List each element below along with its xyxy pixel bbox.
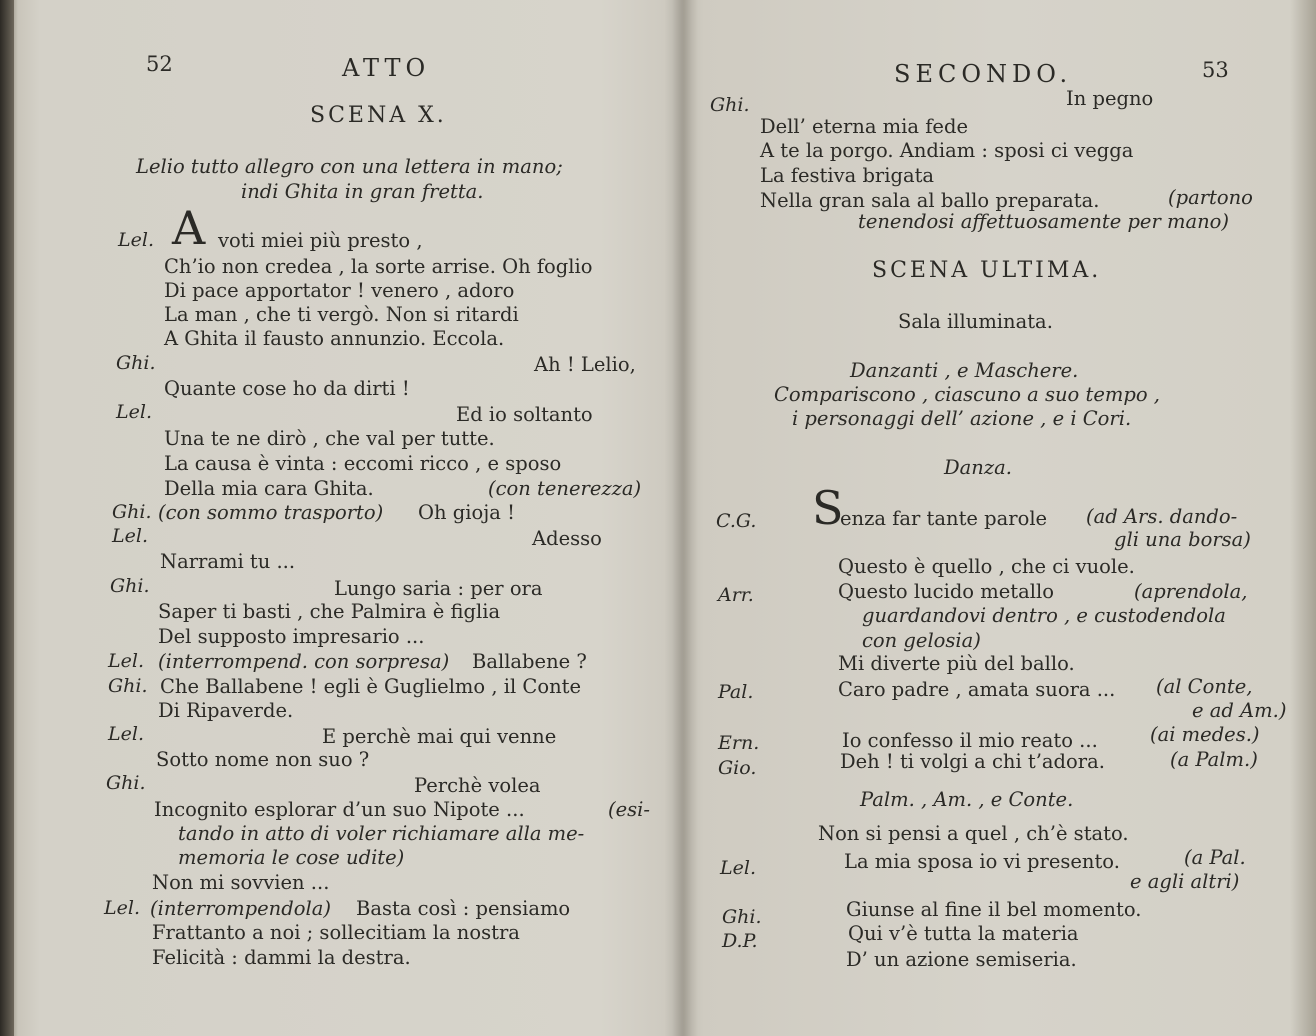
right-page-number: 53 <box>1202 58 1229 82</box>
stage-direction: (aprendola, <box>1134 580 1248 603</box>
right-stage-direction-3: i personaggi dell’ azione , e i Cori. <box>792 407 1132 430</box>
stage-direction: (al Conte, <box>1156 675 1253 698</box>
dialogue-line: Questo è quello , che ci vuole. <box>838 555 1135 578</box>
speaker-label: Lel. <box>108 723 144 745</box>
book-spine <box>0 0 14 1036</box>
dialogue-line: D’ un azione semiseria. <box>846 948 1077 971</box>
speaker-label: Gio. <box>718 757 757 779</box>
dialogue-line: Giunse al fine il bel momento. <box>846 898 1142 921</box>
speaker-label: Lel. <box>720 857 756 879</box>
stage-direction: gli una borsa) <box>1114 528 1251 551</box>
dialogue-line: A te la porgo. Andiam : sposi ci vegga <box>760 139 1134 162</box>
stage-direction: guardandovi dentro , e custodendola <box>862 604 1226 627</box>
stage-direction: con gelosia) <box>862 629 981 652</box>
dialogue-line: Della mia cara Ghita. <box>164 477 374 500</box>
stage-direction: (a Palm.) <box>1170 748 1258 771</box>
dialogue-line: La mia sposa io vi presento. <box>844 850 1120 873</box>
stage-direction: tenendosi affettuosamente per mano) <box>858 210 1230 233</box>
stage-direction: (partono <box>1168 186 1253 209</box>
scene-setting: Sala illuminata. <box>898 310 1053 333</box>
dialogue-line: Narrami tu ... <box>160 550 296 573</box>
stage-direction: (con sommo trasporto) <box>158 501 384 524</box>
right-stage-direction-2: Compariscono , ciascuno a suo tempo , <box>774 383 1160 406</box>
dialogue-line: Deh ! ti volgi a chi t’adora. <box>840 750 1105 773</box>
dialogue-line: In pegno <box>1066 87 1154 110</box>
speaker-label: Lel. <box>104 897 140 919</box>
right-scene-title: SCENA ULTIMA. <box>872 258 1102 283</box>
dialogue-line: Perchè volea <box>414 774 541 797</box>
speaker-label: C.G. <box>716 510 757 532</box>
speaker-label: Ghi. <box>108 675 148 697</box>
dialogue-line: Del supposto impresario ... <box>158 625 425 648</box>
left-page-number: 52 <box>146 52 173 76</box>
dialogue-line: Saper ti basti , che Palmira è figlia <box>158 600 501 623</box>
dance-heading: Danza. <box>944 456 1012 479</box>
speaker-label: Ghi. <box>112 501 152 523</box>
stage-direction: memoria le cose udite) <box>178 846 405 869</box>
dialogue-line: Quante cose ho da dirti ! <box>164 377 410 400</box>
speaker-label: Lel. <box>108 650 144 672</box>
dialogue-line: Non mi sovvien ... <box>152 871 330 894</box>
dialogue-line: La festiva brigata <box>760 164 935 187</box>
speaker-label: Pal. <box>718 681 754 703</box>
speaker-label: D.P. <box>722 930 758 952</box>
left-stage-direction-2: indi Ghita in gran fretta. <box>241 180 484 203</box>
dialogue-line: E perchè mai qui venne <box>322 725 557 748</box>
left-stage-direction-1: Lelio tutto allegro con una lettera in mano; <box>136 155 563 178</box>
speaker-label: Ern. <box>718 732 760 754</box>
dialogue-line: La man , che ti vergò. Non si ritardi <box>164 303 519 326</box>
stage-direction: (con tenerezza) <box>488 477 642 500</box>
dialogue-line: Sotto nome non suo ? <box>156 748 370 771</box>
dialogue-line: Ed io soltanto <box>456 403 593 426</box>
dialogue-line: enza far tante parole <box>840 507 1048 530</box>
speaker-label: Ghi. <box>106 772 146 794</box>
dialogue-line: Qui v’è tutta la materia <box>848 922 1079 945</box>
dialogue-line: Frattanto a noi ; sollecitiam la nostra <box>152 921 520 944</box>
right-stage-direction-1: Danzanti , e Maschere. <box>850 359 1079 382</box>
dialogue-line: Ballabene ? <box>472 650 587 673</box>
right-running-head: SECONDO. <box>894 60 1073 88</box>
speaker-label: Arr. <box>718 584 754 606</box>
dialogue-line: Questo lucido metallo <box>838 580 1054 603</box>
speaker-label: Ghi. <box>710 94 750 116</box>
dialogue-line: Nella gran sala al ballo preparata. <box>760 189 1100 212</box>
stage-direction: e ad Am.) <box>1192 699 1287 722</box>
dialogue-line: Una te ne dirò , che val per tutte. <box>164 427 495 450</box>
dialogue-line: Basta così : pensiamo <box>356 897 571 920</box>
left-page <box>60 0 678 1036</box>
dialogue-line: Oh gioja ! <box>418 501 515 524</box>
stage-direction: e agli altri) <box>1130 870 1240 893</box>
stage-direction: (ad Ars. dando- <box>1086 505 1238 528</box>
dialogue-line: Dell’ eterna mia fede <box>760 115 968 138</box>
stage-direction: (a Pal. <box>1184 846 1246 869</box>
speaker-label: Ghi. <box>110 575 150 597</box>
dialogue-line: Adesso <box>532 527 602 550</box>
left-running-head: ATTO <box>342 54 431 82</box>
dialogue-line: La causa è vinta : eccomi ricco , e sposo <box>164 452 562 475</box>
speaker-label: Lel. <box>118 229 154 251</box>
drop-cap: A <box>172 201 206 255</box>
dialogue-line: Lungo saria : per ora <box>334 577 543 600</box>
dialogue-line: Mi diverte più del ballo. <box>838 652 1075 675</box>
left-scene-title: SCENA X. <box>310 103 447 128</box>
stage-direction: (interrompend. con sorpresa) <box>158 650 450 673</box>
dialogue-line: voti miei più presto , <box>218 229 423 252</box>
dialogue-line: A Ghita il fausto annunzio. Eccola. <box>164 327 505 350</box>
dialogue-line: Ah ! Lelio, <box>534 353 636 376</box>
dialogue-line: Di Ripaverde. <box>158 699 294 722</box>
stage-direction: tando in atto di voler richiamare alla me- <box>178 822 585 845</box>
dialogue-line: Felicità : dammi la destra. <box>152 946 411 969</box>
speaker-label: Ghi. <box>722 906 762 928</box>
drop-cap: S <box>812 481 844 535</box>
dialogue-line: Non si pensi a quel , ch’è stato. <box>818 822 1129 845</box>
stage-direction: (interrompendola) <box>150 897 331 920</box>
dialogue-line: Ch’io non credea , la sorte arrise. Oh foglio <box>164 255 593 278</box>
speaker-label: Lel. <box>112 525 148 547</box>
right-page <box>690 0 1290 1036</box>
character-group: Palm. , Am. , e Conte. <box>860 788 1074 811</box>
dialogue-line: Di pace apportator ! venero , adoro <box>164 279 515 302</box>
dialogue-line: Io confesso il mio reato ... <box>842 729 1098 752</box>
dialogue-line: Incognito esplorar d’un suo Nipote ... <box>154 798 525 821</box>
dialogue-line: Che Ballabene ! egli è Guglielmo , il Conte <box>160 675 582 698</box>
dialogue-line: Caro padre , amata suora ... <box>838 678 1116 701</box>
stage-direction: (esi- <box>608 798 650 821</box>
speaker-label: Lel. <box>116 401 152 423</box>
stage-direction: (ai medes.) <box>1150 723 1260 746</box>
speaker-label: Ghi. <box>116 352 156 374</box>
